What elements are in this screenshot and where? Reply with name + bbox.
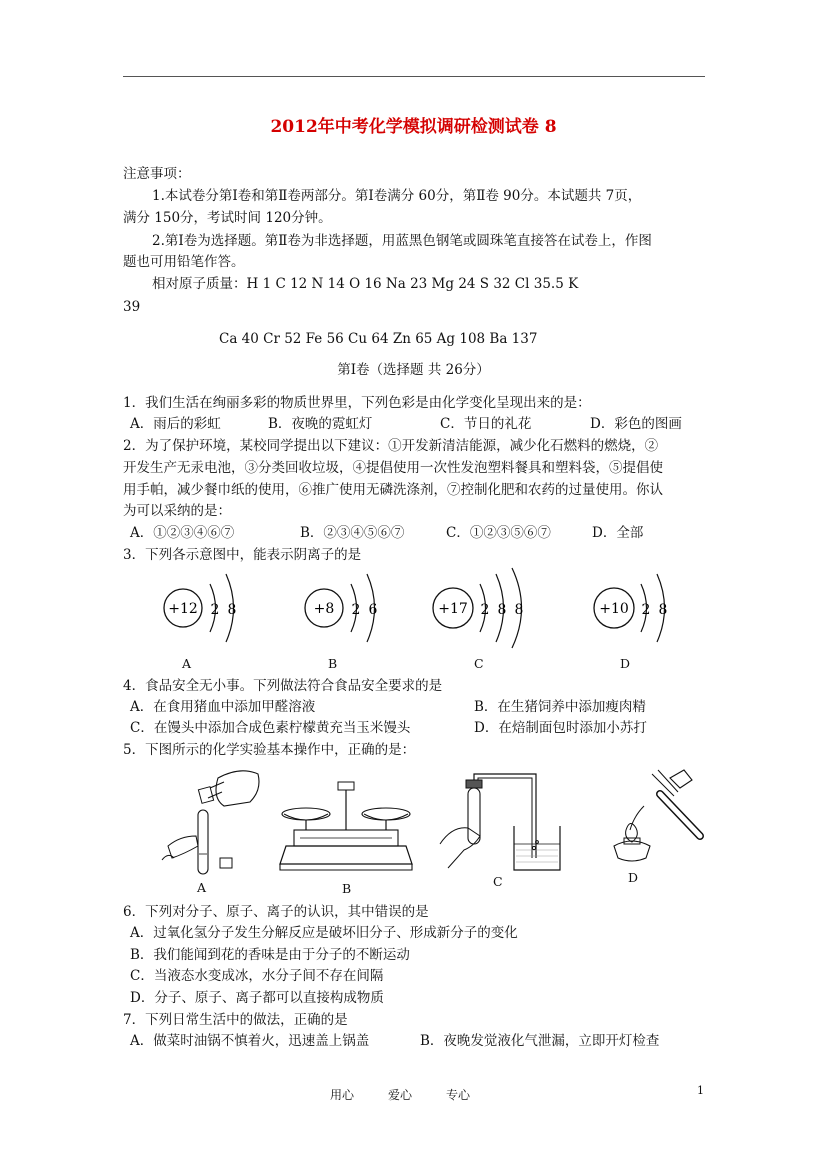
atom-b-label: B: [328, 656, 338, 671]
atomic-masses-line3: Ca 40 Cr 52 Fe 56 Cu 64 Zn 65 Ag 108 Ba 137: [219, 331, 538, 347]
q7-option-a: A．做菜时油锅不慎着火，迅速盖上锅盖: [130, 1033, 370, 1049]
atom-c-shell-1: 2: [480, 602, 490, 618]
q4-option-a: A．在食用猪血中添加甲醛溶液: [130, 699, 316, 715]
q2-option-b: B．②③④⑤⑥⑦: [300, 525, 405, 541]
q6-option-b: B．我们能闻到花的香味是由于分子的不断运动: [130, 947, 410, 963]
q1-option-b: B．夜晚的霓虹灯: [268, 416, 373, 432]
q4-option-d: D．在焙制面包时添加小苏打: [474, 720, 647, 736]
atom-d-label: D: [620, 656, 631, 671]
atom-d-shell-1: 2: [641, 602, 651, 618]
exam-title: 2012年中考化学模拟调研检测试卷 8: [270, 117, 557, 137]
footer-motto-3: 专心: [446, 1088, 471, 1102]
atom-diagram-a: [155, 566, 255, 654]
q4-option-c: C．在馒头中添加合成色素柠檬黄充当玉米馒头: [130, 720, 411, 736]
q6-stem: 6．下列对分子、原子、离子的认识，其中错误的是: [123, 904, 429, 920]
lab-d-label: D: [628, 870, 639, 885]
lab-figure-a: [158, 762, 268, 882]
atom-a-shell-2: 8: [227, 602, 237, 618]
q1-option-d: D．彩色的图画: [590, 416, 682, 432]
atom-c-nucleus: +17: [438, 601, 468, 617]
atom-c-shell-3: 8: [514, 602, 524, 618]
notice-item2-line1: 2.第Ⅰ卷为选择题。第Ⅱ卷为非选择题，用蓝黑色钢笔或圆珠笔直接答在试卷上，作图: [152, 233, 652, 249]
atom-diagram-b: [296, 566, 396, 654]
q2-option-c: C．①②③⑤⑥⑦: [446, 525, 551, 541]
q6-option-c: C．当液态水变成冰，水分子间不存在间隔: [130, 968, 384, 984]
q6-option-d: D．分子、原子、离子都可以直接构成物质: [130, 990, 384, 1006]
q4-option-b: B．在生猪饲养中添加瘦肉精: [474, 699, 646, 715]
q7-option-b: B．夜晚发觉液化气泄漏，立即开灯检查: [420, 1033, 660, 1049]
q2-line4: 为可以采纳的是：: [123, 503, 231, 519]
lab-figure-c: [434, 766, 574, 874]
atom-a-nucleus: +12: [168, 601, 198, 617]
q2-option-a: A．①②③④⑥⑦: [130, 525, 235, 541]
atomic-masses-line2: 39: [123, 299, 141, 315]
q7-stem: 7．下列日常生活中的做法，正确的是: [123, 1012, 348, 1028]
atom-d-nucleus: +10: [599, 601, 629, 617]
footer-motto-2: 爱心: [388, 1088, 413, 1102]
atom-b-shell-2: 6: [368, 602, 378, 618]
notice-heading: 注意事项：: [123, 166, 191, 182]
atom-diagram-c: [423, 566, 543, 654]
q5-stem: 5．下图所示的化学实验基本操作中，正确的是：: [123, 742, 416, 758]
lab-a-label: A: [197, 880, 207, 895]
page-number: 1: [697, 1084, 704, 1097]
section-heading: 第Ⅰ卷（选择题 共 26分）: [337, 362, 490, 378]
atom-b-shell-1: 2: [351, 602, 361, 618]
atomic-masses-line1: 相对原子质量：H 1 C 12 N 14 O 16 Na 23 Mg 24 S 32 Cl 35.5 K: [152, 276, 579, 292]
q3-stem: 3．下列各示意图中，能表示阴离子的是: [123, 547, 362, 563]
notice-item1-line2: 满分 150分，考试时间 120分钟。: [123, 210, 332, 226]
lab-c-label: C: [493, 874, 503, 889]
q1-stem: 1．我们生活在绚丽多彩的物质世界里，下列色彩是由化学变化呈现出来的是：: [123, 395, 591, 411]
header-rule: [123, 76, 705, 77]
q6-option-a: A．过氧化氢分子发生分解反应是破坏旧分子、形成新分子的变化: [130, 925, 518, 941]
atom-c-label: C: [474, 656, 484, 671]
q1-option-c: C．节日的礼花: [440, 416, 532, 432]
notice-item2-line2: 题也可用铅笔作答。: [123, 254, 245, 270]
q2-line1: 2．为了保护环境，某校同学提出以下建议：①开发新清洁能源，减少化石燃料的燃烧，②: [123, 438, 659, 454]
atom-diagram-d: [586, 566, 686, 654]
atom-d-shell-2: 8: [658, 602, 668, 618]
atom-b-nucleus: +8: [313, 601, 335, 617]
atom-a-label: A: [182, 656, 192, 671]
q2-option-d: D．全部: [592, 525, 644, 541]
q4-stem: 4．食品安全无小事。下列做法符合食品安全要求的是: [123, 678, 443, 694]
lab-figure-b: [276, 776, 416, 884]
q2-line2: 开发生产无汞电池，③分类回收垃圾，④提倡使用一次性发泡塑料餐具和塑料袋，⑤提倡使: [123, 460, 663, 476]
footer-motto-1: 用心: [330, 1088, 355, 1102]
q1-option-a: A．雨后的彩虹: [130, 416, 221, 432]
q2-line3: 用手帕，减少餐巾纸的使用，⑥推广使用无磷洗涤剂，⑦控制化肥和农药的过量使用。你认: [123, 482, 663, 498]
atom-c-shell-2: 8: [497, 602, 507, 618]
lab-b-label: B: [342, 881, 352, 896]
notice-item1-line1: 1.本试卷分第Ⅰ卷和第Ⅱ卷两部分。第Ⅰ卷满分 60分，第Ⅱ卷 90分。本试题共 7页，: [152, 188, 642, 204]
lab-figure-d: [600, 766, 712, 876]
atom-a-shell-1: 2: [210, 602, 220, 618]
